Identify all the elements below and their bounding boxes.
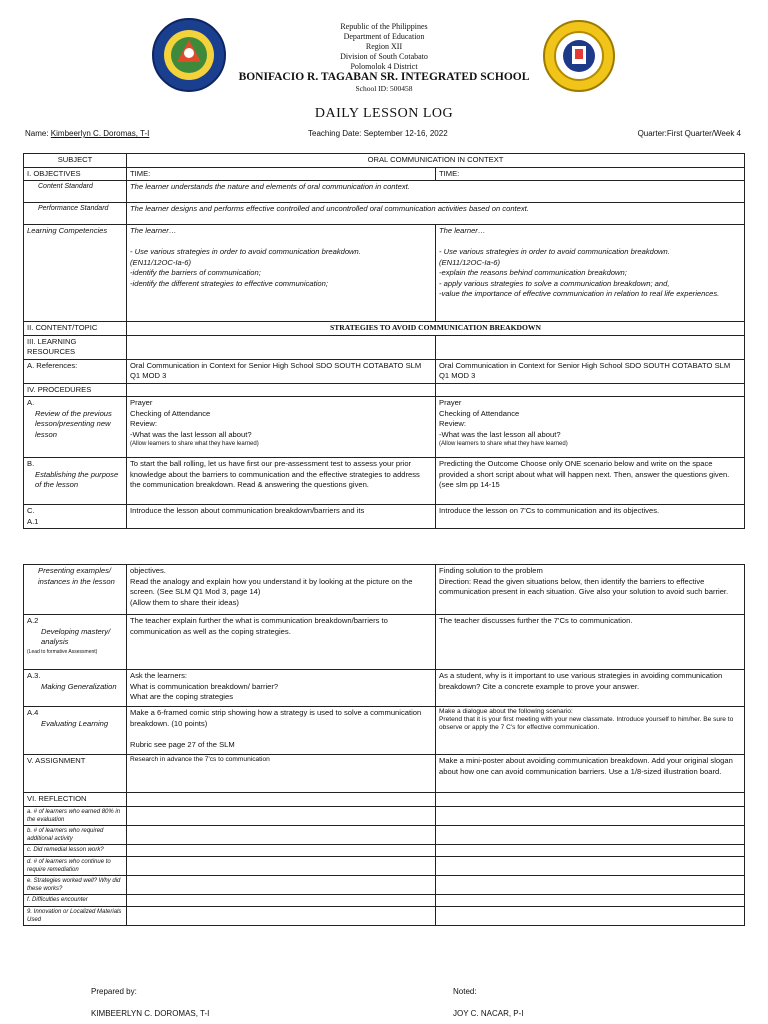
school-name: BONIFACIO R. TAGABAN SR. INTEGRATED SCHOOL: [238, 71, 530, 83]
learning-competencies-label: Learning Competencies: [24, 225, 127, 322]
generalization-label: [24, 670, 127, 707]
presenting-examples-label: Presenting examples/ instances in the lesson: [24, 565, 127, 615]
references-label: A. References:: [24, 359, 127, 383]
generalization-a: Ask the learners: What is communication breakdown/ barrier? What are the coping strategies: [127, 670, 436, 707]
a4-letter: A.4: [27, 708, 39, 717]
learning-resources-label: III. LEARNING RESOURCES: [24, 335, 127, 359]
a2-text: Developing mastery/ analysis: [41, 626, 111, 646]
noted-by-label: Noted:: [453, 987, 477, 996]
procedure-b-letter: B.: [27, 459, 35, 468]
reflection-row: e. Strategies worked well? Why did these works?: [24, 875, 127, 894]
procedure-a-label: [24, 397, 127, 458]
developing-mastery-b: The teacher discusses further the 7'Cs to communication.: [436, 615, 745, 670]
performance-standard-label: Performance Standard: [24, 203, 127, 225]
prepared-by-name: KIMBEERLYN C. DOROMAS, T-I: [91, 1009, 210, 1018]
name-label: Name:: [25, 129, 49, 138]
evaluating-label: [24, 707, 127, 755]
header-region: Region XII: [365, 42, 403, 51]
procedure-a-col-a-text: Prayer Checking of Attendance Review: -What was the last lesson all about?: [130, 398, 252, 439]
procedure-a-text: Review of the previous lesson/presenting new lesson: [35, 408, 112, 439]
procedure-c-letter: C. A.1: [24, 505, 127, 529]
procedure-c-col-a: Introduce the lesson about communication breakdown/barriers and its: [127, 505, 436, 529]
prepared-by-label: Prepared by:: [91, 987, 137, 996]
procedure-a-col-b-note: (Allow learners to share what they have learned): [439, 441, 568, 447]
references-b: Oral Communication in Context for Senior High School SDO SOUTH COTABATO SLM Q1 MOD 3: [436, 359, 745, 383]
procedure-b-col-a: To start the ball rolling, let us have first our pre-assessment test to assess your prior knowledge about the barriers to communication and the effective strategies to address the communication breakdown. Read & answering the questions given.: [127, 458, 436, 505]
procedure-b-col-b: Predicting the Outcome Choose only ONE scenario below and write on the space provided a short script about what will happen next. Then, answer the questions given. (see slm pp 14-15: [436, 458, 745, 505]
procedure-c-col-b: Introduce the lesson on 7'Cs to communication and its objectives.: [436, 505, 745, 529]
procedure-a-col-b-text: Prayer Checking of Attendance Review: -What was the last lesson all about?: [439, 398, 561, 439]
evaluating-b: [436, 707, 745, 755]
assignment-a: Research in advance the 7'cs to communication: [127, 755, 436, 793]
reflection-label: VI. REFLECTION: [24, 793, 127, 807]
content-topic-value: STRATEGIES TO AVOID COMMUNICATION BREAKDOWN: [127, 322, 745, 336]
reflection-row: b. # of learners who required additional activity: [24, 825, 127, 844]
content-standard-label: Content Standard: [24, 181, 127, 203]
subject-label: SUBJECT: [24, 154, 127, 168]
procedure-a-col-b: [436, 397, 745, 458]
developing-mastery-label: [24, 615, 127, 670]
time-b: TIME:: [436, 167, 745, 181]
procedures-label: IV. PROCEDURES: [24, 383, 127, 397]
procedure-b-label: [24, 458, 127, 505]
time-a: TIME:: [127, 167, 436, 181]
a4-text: Evaluating Learning: [41, 718, 109, 728]
header-district: Polomolok 4 District: [350, 62, 418, 71]
teaching-date: Teaching Date: September 12-16, 2022: [308, 129, 448, 138]
header-department: Department of Education: [343, 32, 425, 41]
performance-standard: The learner designs and performs effective controlled and uncontrolled oral communication activities based on context.: [127, 203, 745, 225]
a2-sub: (Lead to formative Assessment): [27, 648, 98, 655]
developing-mastery-a: The teacher explain further the what is communication breakdown/barriers to communication as well as the coping strategies.: [127, 615, 436, 670]
reflection-row: c. Did remedial lesson work?: [24, 844, 127, 856]
evaluating-b-head: Make a dialogue about the following scenario:: [439, 708, 573, 715]
learning-competencies-b: The learner… - Use various strategies in order to avoid communication breakdown. (EN11/12OC-Ia-6) -explain the reasons behind communication breakdown; - apply various strategies to solve a communication breakdown; and, -value the importance of effective communication in relation to real life experiences.: [436, 225, 745, 322]
generalization-b: As a student, why is it important to use various strategies in avoiding communication breakdown? Cite a concrete example to prove your answer.: [436, 670, 745, 707]
assignment-b: Make a mini-poster about avoiding communication breakdown. Add your original slogan about how one can avoid communication barriers. Use a 1/8-sized illustration board.: [436, 755, 745, 793]
procedure-b-text: Establishing the purpose of the lesson: [35, 469, 119, 489]
references-a: Oral Communication in Context for Senior High School SDO SOUTH COTABATO SLM Q1 MOD 3: [127, 359, 436, 383]
lesson-table-page1: [23, 153, 745, 529]
evaluating-b-text: Pretend that it is your first meeting with your new classmate. Introduce yourself to him/her. Be sure to observe or apply the 7 C's for effective communication.: [439, 716, 734, 731]
reflection-row: a. # of learners who earned 80% in the evaluation: [24, 806, 127, 825]
header-division: Division of South Cotabato: [340, 52, 428, 61]
lesson-table-page2: [23, 564, 745, 926]
noted-by-name: JOY C. NACAR, P-I: [453, 1009, 524, 1018]
procedure-a-col-a: [127, 397, 436, 458]
school-id: School ID: 500458: [355, 84, 413, 93]
presenting-examples-a: objectives. Read the analogy and explain how you understand it by looking at the picture on the screen. (See SLM Q1 Mod 3, page 14) (Allow them to share their ideas): [127, 565, 436, 615]
name-value: Kimbeerlyn C. Doromas, T-I: [50, 129, 150, 138]
subject-value: ORAL COMMUNICATION IN CONTEXT: [127, 154, 745, 168]
page-title: DAILY LESSON LOG: [314, 106, 454, 121]
quarter: Quarter:First Quarter/Week 4: [637, 129, 741, 138]
a3-letter: A.3.: [27, 671, 41, 680]
a2-letter: A.2: [27, 616, 39, 625]
content-topic-label: II. CONTENT/TOPIC: [24, 322, 127, 336]
procedure-a-letter: A.: [27, 398, 35, 407]
a3-text: Making Generalization: [41, 681, 117, 691]
reflection-row: f. Difficulties encounter: [24, 894, 127, 906]
procedure-a-col-a-note: (Allow learners to share what they have learned): [130, 441, 259, 447]
reflection-row: d. # of learners who continue to require remediation: [24, 856, 127, 875]
reflection-row: 9. Innovation or Localized Materials Used: [24, 906, 127, 925]
assignment-label: V. ASSIGNMENT: [24, 755, 127, 793]
header-republic: Republic of the Philippines: [340, 22, 428, 31]
presenting-examples-b-text: Finding solution to the problem Direction: Read the given situations below, then identify the barriers to effective communication present in each situation. Give also your solution to avoid such barrier.: [439, 566, 729, 596]
evaluating-a: Make a 6-framed comic strip showing how a strategy is used to solve a communication breakdown. (10 points) Rubric see page 27 of the SLM: [127, 707, 436, 755]
content-standard: The learner understands the nature and elements of oral communication in context.: [127, 181, 745, 203]
teacher-name-row: [25, 129, 149, 138]
objectives-label: I. OBJECTIVES: [24, 167, 127, 181]
learning-competencies-a: The learner… - Use various strategies in order to avoid communication breakdown. (EN11/12OC-Ia-6) -identify the barriers of communication; -identify the different strategies to effective communication;: [127, 225, 436, 322]
presenting-examples-b: [436, 565, 745, 615]
